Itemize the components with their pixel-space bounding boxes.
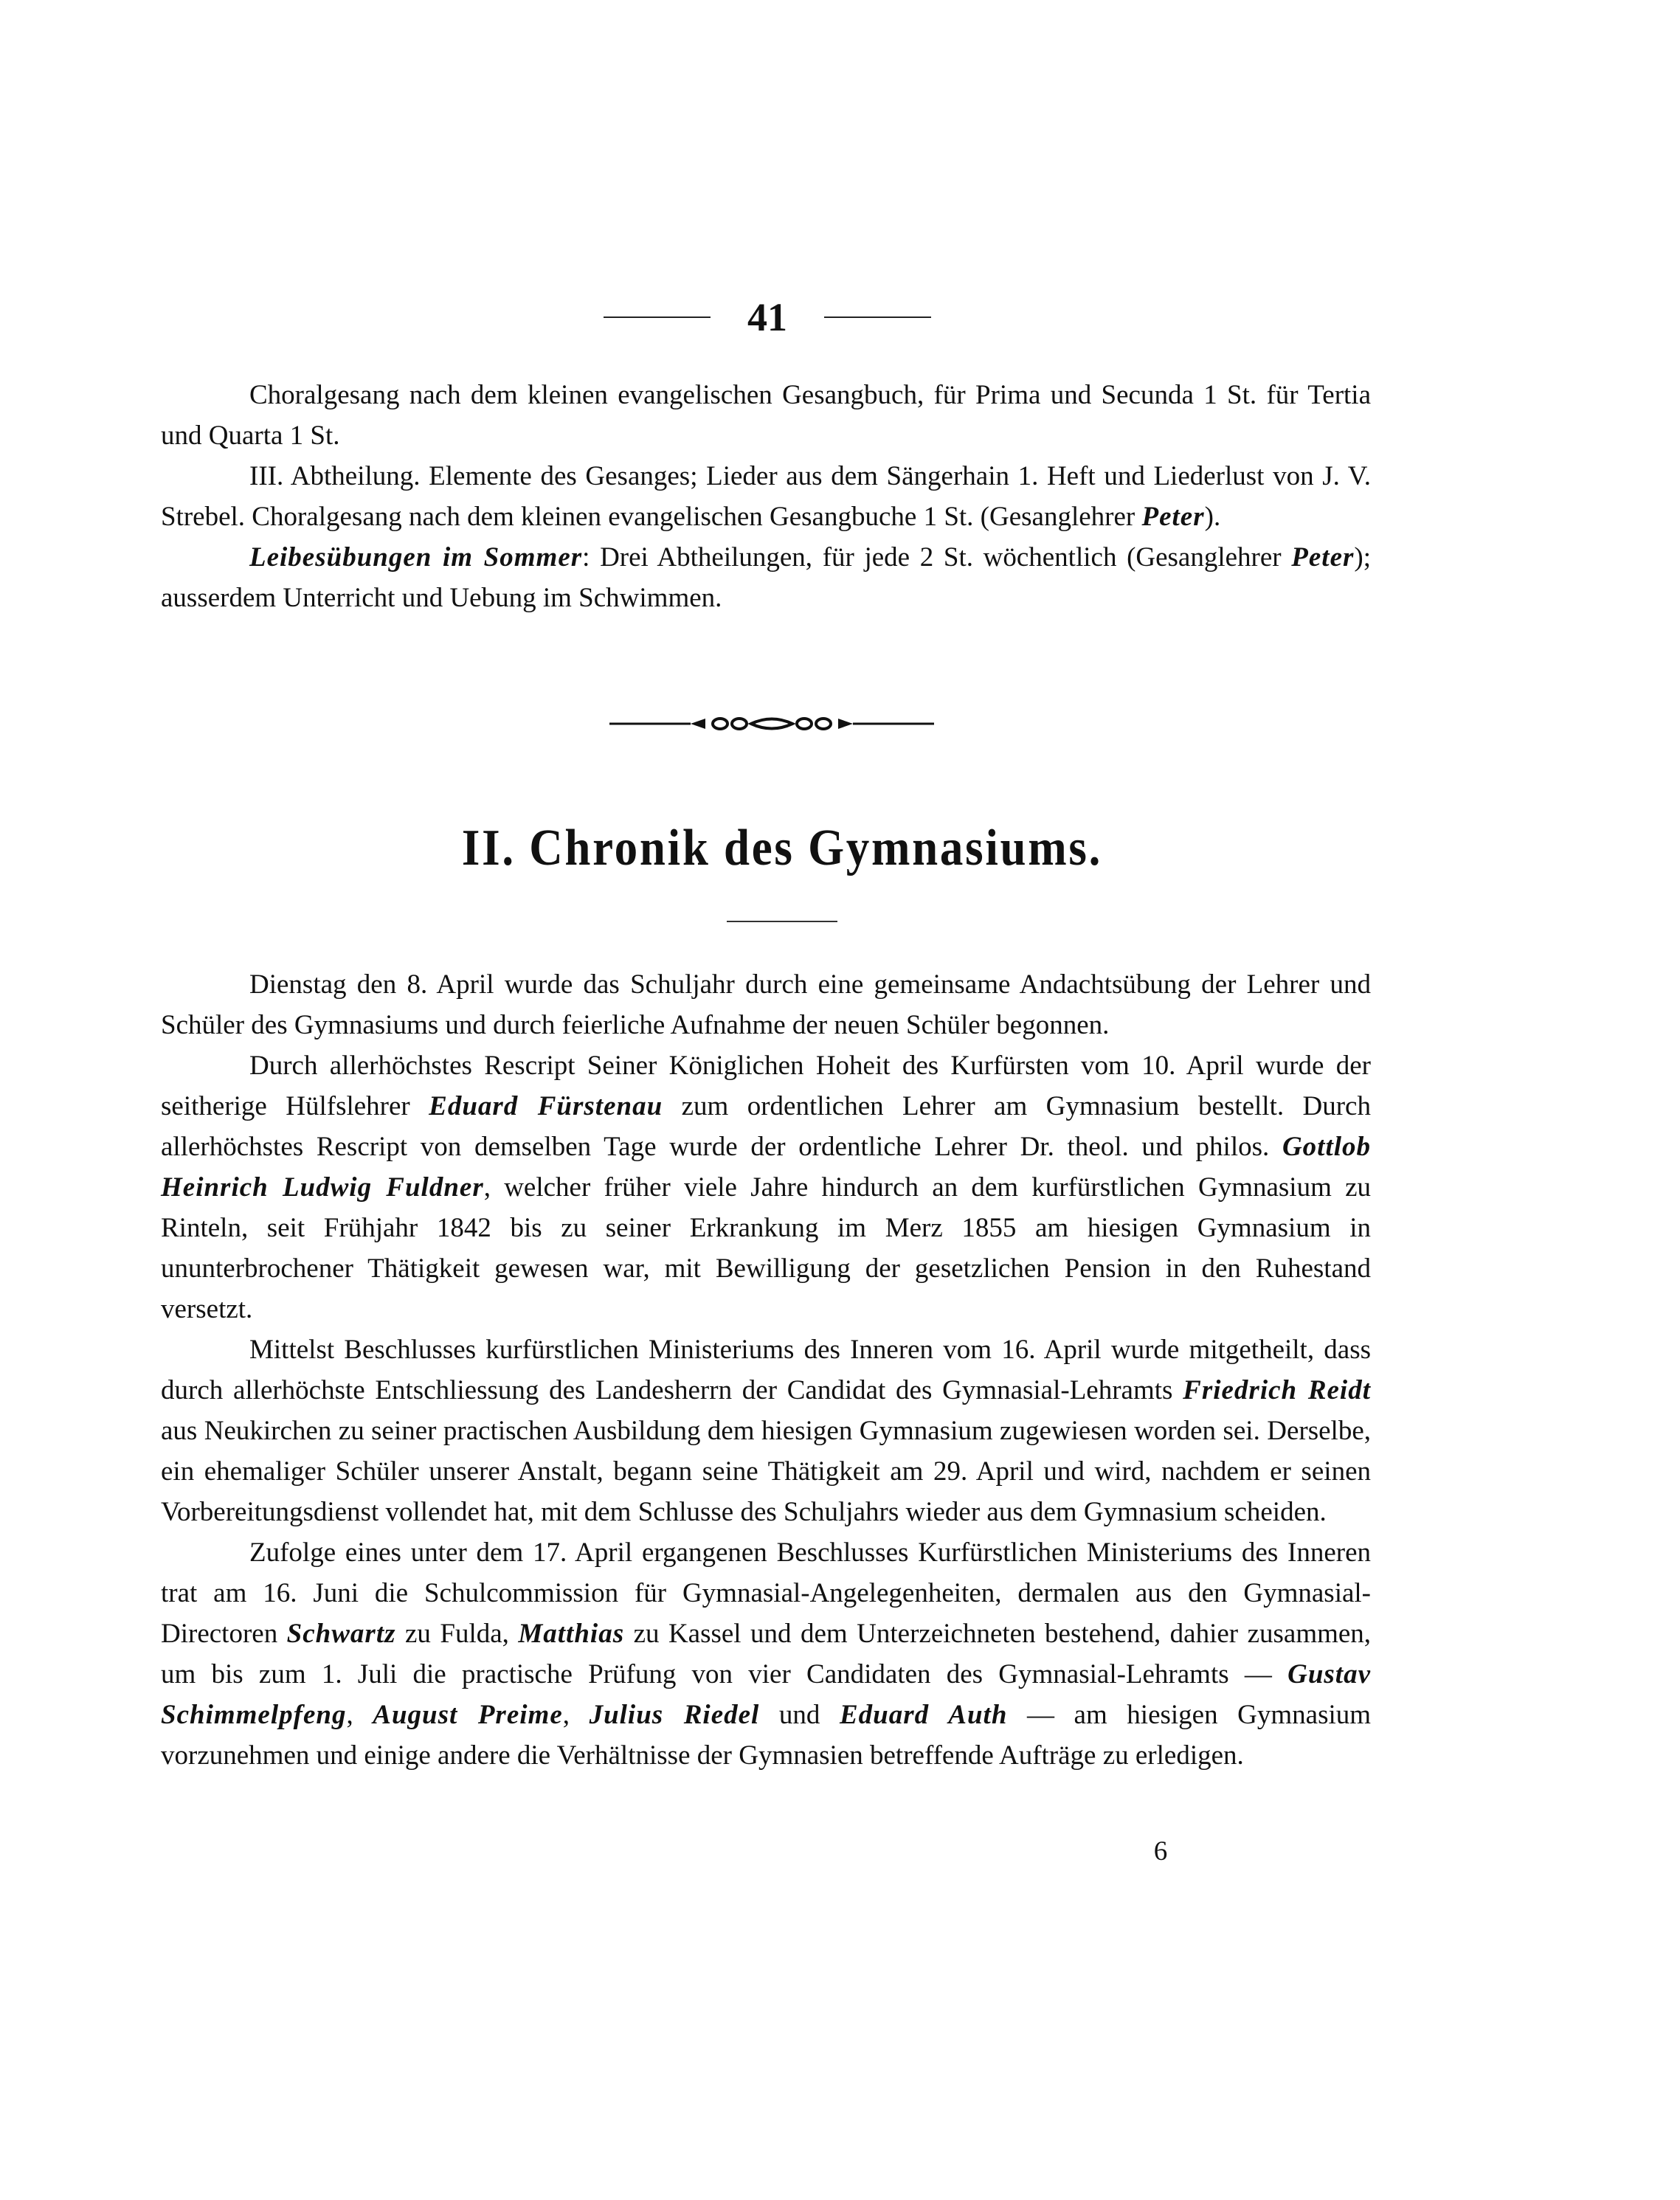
p3-text-b: aus Neukirchen zu seiner practischen Ausbildung dem hiesigen Gymnasium zugewiesen worden sei. Derselbe, ein ehemaliger Schüler unserer Anstalt, begann seine Thätigkeit am 29. April und wird, nachdem er seinen Vorbereitungsdienst vollendet hat, mit dem Schlusse des Schuljahrs wieder aus dem Gymnasium scheiden. xyxy=(161,1416,1371,1527)
abtheilung-3-end: ). xyxy=(1204,502,1221,532)
name-gustav-schimmelpfeng: Gustav Schimmelpfeng xyxy=(161,1659,1372,1730)
paragraph-4 xyxy=(161,1532,1371,1776)
section-ornament xyxy=(609,714,934,733)
p2-text-a: Durch allerhöchstes Rescript Seiner Königlichen Hoheit des Kurfürsten vom 10. April wurde der seitherige Hülfslehrer xyxy=(161,1051,1371,1121)
header-rule-left xyxy=(604,316,711,318)
name-matthias: Matthias xyxy=(518,1619,625,1649)
chronicle-body xyxy=(161,964,1371,1776)
name-julius-riedel: Julius Riedel xyxy=(589,1700,760,1730)
leibesuebungen-text: : Drei Abtheilungen, für jede 2 St. wöchentlich (Gesanglehrer xyxy=(582,542,1282,573)
name-friedrich-reidt: Friedrich Reidt xyxy=(1183,1375,1371,1405)
p4-text-a: Zufolge eines unter dem 17. April ergangenen Beschlusses Kurfürstlichen Ministeriums des Inneren trat am 16. Juni die Schulcommission für Gymnasial-Angelegenheiten, dermalen aus den Gymnasial-Directoren xyxy=(161,1537,1371,1649)
top-section xyxy=(161,375,1371,618)
p4-text-c: zu Kassel und dem Unterzeichneten bestehend, dahier zusammen, um bis zum 1. Juli die practische Prüfung von vier Candidaten des Gymnasial-Lehramts — xyxy=(161,1619,1372,1689)
page-header xyxy=(561,291,974,343)
p3-text-a: Mittelst Beschlusses kurfürstlichen Ministeriums des Inneren vom 16. April wurde mitgetheilt, dass durch allerhöchste Entschliessung des Landesherrn der Candidat des Gymnasial-Lehramts xyxy=(161,1335,1371,1405)
p4-und: und xyxy=(778,1700,820,1730)
page-number: 41 xyxy=(747,295,787,339)
choral-paragraph: Choralgesang nach dem kleinen evangelischen Gesangbuch, für Prima und Secunda 1 St. für Tertia und Quarta 1 St. xyxy=(161,380,1371,451)
name-eduard-fuerstenau: Eduard Fürstenau xyxy=(429,1091,663,1121)
paragraph-1: Dienstag den 8. April wurde das Schuljahr durch eine gemeinsame Andachtsübung der Lehrer und Schüler des Gymnasiums und durch feierliche Aufnahme der neuen Schüler begonnen. xyxy=(161,969,1371,1040)
abtheilung-3-paragraph xyxy=(161,456,1371,537)
p4-sep-1: , xyxy=(346,1700,353,1730)
p2-text-c: , welcher früher viele Jahre hindurch an dem kurfürstlichen Gymnasium zu Rinteln, seit Frühjahr 1842 bis zu seiner Erkrankung im Merz 1855 am hiesigen Gymnasium in ununterbrochener Thätigkeit gewesen war, mit Bewilligung der gesetzlichen Pension in den Ruhestand versetzt. xyxy=(161,1172,1371,1324)
chapter-title: II. Chronik des Gymnasiums. xyxy=(461,820,1103,876)
p2-text-b: zum ordentlichen Lehrer am Gymnasium bestellt. Durch allerhöchstes Rescript von demselben Tage wurde der ordentliche Lehrer Dr. theol. und philos. xyxy=(161,1091,1371,1162)
title-rule xyxy=(727,921,837,922)
p4-text-d: — am hiesigen Gymnasium vorzunehmen und einige andere die Verhältnisse der Gymnasien betreffende Aufträge zu erledigen. xyxy=(161,1700,1372,1771)
p4-text-b: zu Fulda, xyxy=(404,1619,509,1649)
leibesuebungen-label: Leibesübungen im Sommer xyxy=(249,542,583,573)
name-eduard-auth: Eduard Auth xyxy=(839,1700,1008,1730)
paragraph-2 xyxy=(161,1045,1371,1329)
name-schwartz: Schwartz xyxy=(286,1619,396,1649)
leibesuebungen-end: ); ausserdem Unterricht und Uebung im Schwimmen. xyxy=(161,542,1372,613)
paragraph-3 xyxy=(161,1329,1371,1532)
name-gottlob-fuldner: Gottlob Heinrich Ludwig Fuldner xyxy=(161,1132,1371,1203)
abtheilung-3-text: III. Abtheilung. Elemente des Gesanges; Lieder aus dem Sängerhain 1. Heft und Liederlust von J. V. Strebel. Choralgesang nach dem kleinen evangelischen Gesangbuche 1 St. (Gesanglehrer xyxy=(161,461,1371,532)
teacher-name-peter: Peter xyxy=(1141,502,1205,532)
teacher-name-peter-2: Peter xyxy=(1291,542,1355,573)
signature-mark: 6 xyxy=(1153,1836,1168,1867)
p4-sep-2: , xyxy=(562,1700,570,1730)
leibesuebungen-paragraph xyxy=(161,537,1371,618)
header-rule-right xyxy=(824,316,931,318)
name-august-preime: August Preime xyxy=(373,1700,563,1730)
